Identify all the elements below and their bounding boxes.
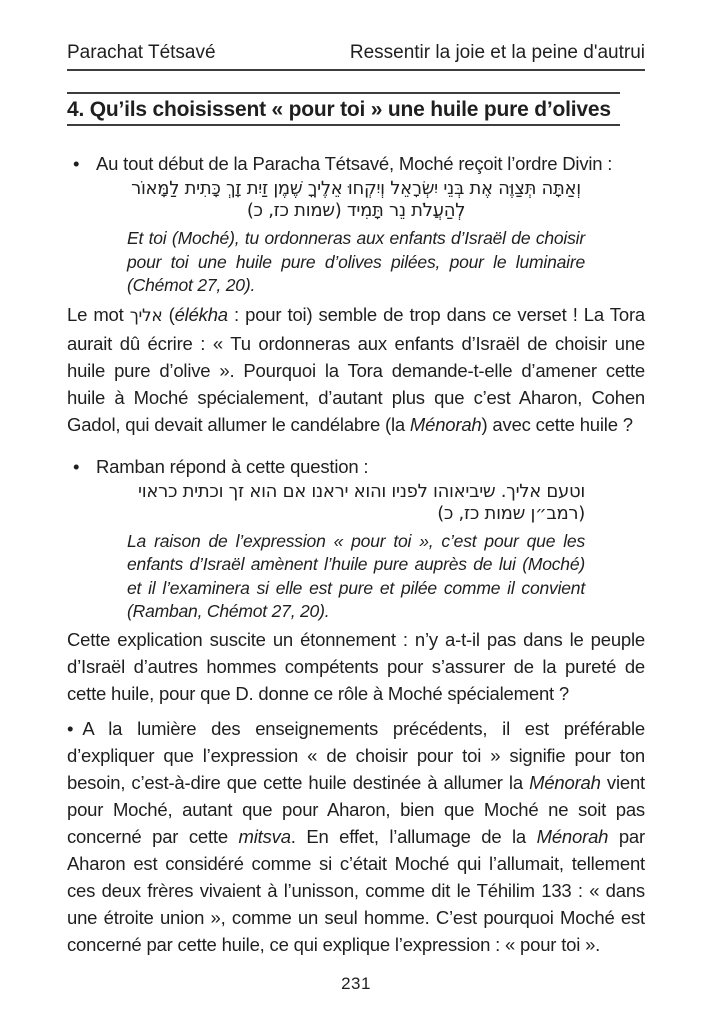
page-footer	[0, 974, 712, 994]
header-paracha-title: Parachat Tétsavé	[67, 42, 216, 63]
page-header	[67, 42, 645, 71]
bullet-intro-verse	[67, 150, 645, 177]
ramban-hebrew-quote	[127, 481, 585, 525]
commentary-paragraph-2: Cette explication suscite un étonnement : n’y a-t-il pas dans le peuple d’Israël d’autres hommes compétents pour s’assurer de la pureté de cette huile, pour que D. donne ce rôle à Moché spécialement ?	[67, 628, 645, 704]
bullet-intro-text: Au tout début de la Paracha Tétsavé, Moché reçoit l’ordre Divin :	[96, 153, 613, 174]
section-title: 4. Qu’ils choisissent « pour toi » une huile pure d’olives	[67, 92, 620, 126]
verse-translation: Et toi (Moché), tu ordonneras aux enfants d’Israël de choisir pour toi une huile pure d’olives pilées, pour le luminaire (Chémot 27, 20).	[127, 228, 585, 295]
hebrew-verse-quote	[127, 178, 585, 222]
ramban-translation: La raison de l’expression « pour toi », c’est pour que les enfants d’Israël amènent l’huile pure auprès de lui (Moché) et il l’examinera si elle est pure et pilée comme il convient (Ramban, Chémot 27, 20).	[127, 530, 585, 621]
header-chapter-title: Ressentir la joie et la peine d'autrui	[349, 42, 645, 63]
ramban-hebrew-line2: (רמב״ן שמות כז, כ)	[437, 502, 585, 524]
hebrew-verse-line2: לְהַעֲלֹת נֵר תָּמִיד (שמות כז, כ)	[246, 200, 466, 221]
bullet-icon: •	[73, 455, 80, 477]
page-number: 231	[341, 974, 371, 993]
hebrew-verse-line1: וְאַתָּה תְּצַוֶּה אֶת בְּנֵי יִשְׂרָאֵל וְיִקְחוּ אֵלֶיךָ שֶׁמֶן זַיִת זָךְ כָּתִית לַמָּאוֹר	[131, 178, 581, 199]
commentary-paragraph-1: Le mot אליך (élékha : pour toi) semble de trop dans ce verset ! La Tora aurait dû écrire : « Tu ordonneras aux enfants d’Israël de choisir une huile pure d’olive ». Pourquoi la Tora demande-t-elle d’amener cette huile à Moché spécialement, d’autant plus que c’est Aharon, Cohen Gadol, qui devait allumer le candélabre (la Ménorah) avec cette huile ?	[67, 303, 645, 435]
commentary-paragraph-3: • A la lumière des enseignements précédents, il est préférable d’expliquer que l’expression « de choisir pour toi » signifie pour ton besoin, c’est-à-dire que cette huile destinée à allumer la Ménorah vient pour Moché, autant que pour Aharon, bien que Moché ne soit pas concerné par cette mitsva. En effet, l’allumage de la Ménorah par Aharon est considéré comme si c’était Moché qui l’allumait, tellement ces deux frères vivaient à l’unisson, comme dit le Téhilim 133 : « dans une étroite union », comme un seul homme. C’est pourquoi Moché est concerné par cette huile, ce qui explique l’expression : « pour toi ».	[67, 717, 645, 955]
ramban-hebrew-line1: וטעם אליך. שיביאוהו לפניו והוא יראנו אם הוא זך וכתית כראוי	[138, 480, 585, 502]
bullet-icon: •	[73, 153, 80, 174]
bullet-ramban-text: Ramban répond à cette question :	[96, 455, 369, 477]
bullet-ramban	[67, 453, 645, 480]
